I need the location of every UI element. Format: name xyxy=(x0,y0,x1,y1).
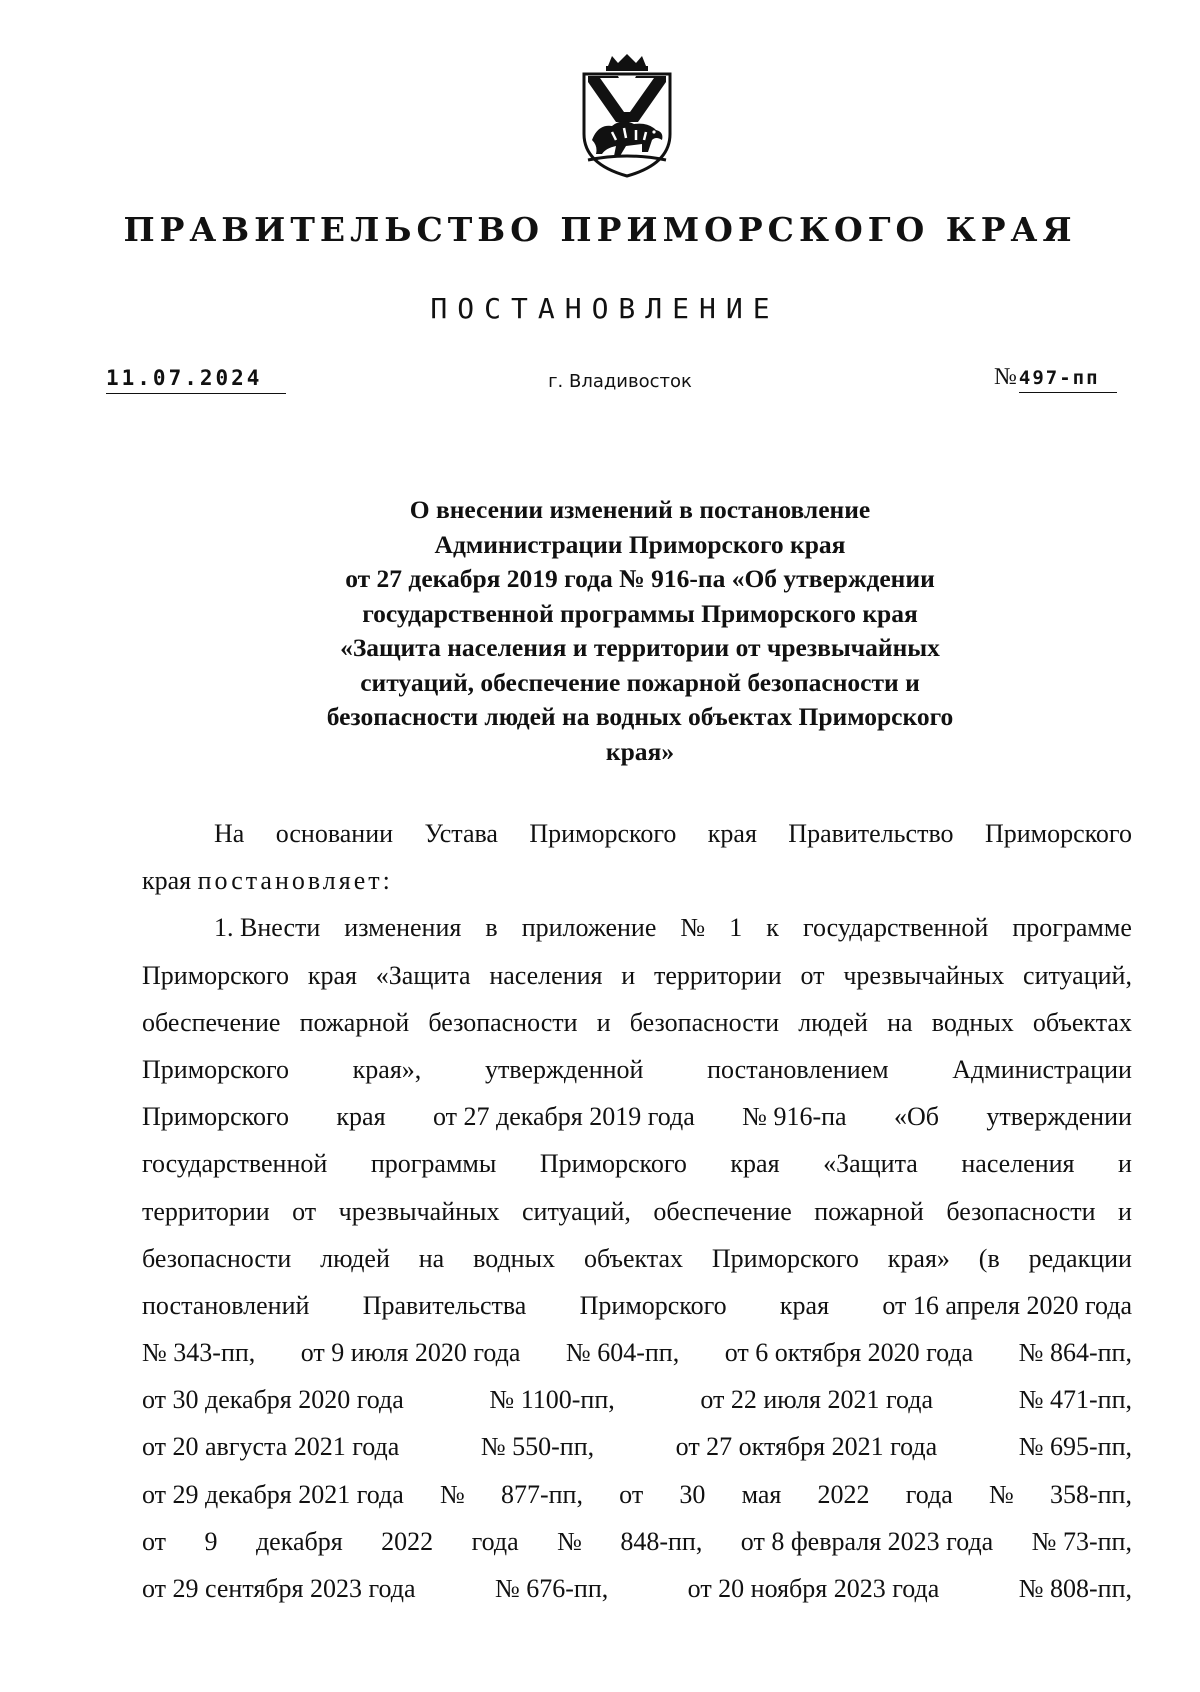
body-line xyxy=(142,1046,1132,1093)
body-word: года xyxy=(471,1526,519,1556)
heading-line: О внесении изменений в постановление xyxy=(409,495,871,524)
document-type: ПОСТАНОВЛЕНИЕ xyxy=(430,292,780,325)
body-word: ситуаций, xyxy=(521,1196,631,1226)
body-word: № 1100-пп, xyxy=(489,1385,615,1415)
body-word: края» xyxy=(887,1243,950,1273)
heading-line: края» xyxy=(605,736,675,766)
body-word: № 864-пп, xyxy=(1018,1338,1132,1368)
heading-line: Администрации Приморского края xyxy=(434,529,846,559)
body-word: 848-пп, xyxy=(620,1526,703,1556)
heading-line: от 27 декабря 2019 года № 916-па «Об утверждении xyxy=(345,564,935,593)
body-word: водных xyxy=(473,1243,556,1273)
document-date: 11.07.2024 xyxy=(106,366,286,394)
body-word: от 22 июля 2021 года xyxy=(700,1385,934,1415)
body-word: № xyxy=(680,913,706,943)
body-word: от 8 февраля 2023 года xyxy=(740,1526,994,1556)
body-word: № 695-пп, xyxy=(1018,1432,1132,1462)
body-word: 1 xyxy=(729,913,743,943)
body-word: от 20 ноября 2023 года xyxy=(687,1574,940,1603)
body-word: края xyxy=(707,819,757,848)
body-word: 877-пп, xyxy=(500,1479,583,1509)
body-line xyxy=(142,1140,1132,1187)
body-word: обеспечение xyxy=(653,1196,792,1226)
body-word: № xyxy=(988,1479,1014,1509)
body-line xyxy=(142,1471,1132,1518)
body-word: края xyxy=(779,1290,830,1320)
body-word: изменения xyxy=(344,913,462,943)
body-word: от 29 сентября 2023 года xyxy=(142,1574,416,1603)
body-word: объектах xyxy=(1032,1007,1132,1037)
body-word: № 676-пп, xyxy=(494,1574,609,1603)
body-word: (в xyxy=(978,1243,1000,1273)
body-word: На xyxy=(214,819,245,848)
body-line xyxy=(142,1423,1132,1470)
body-word: территории xyxy=(142,1196,270,1226)
body-word: № 471-пп, xyxy=(1018,1385,1132,1415)
document-heading xyxy=(200,493,1080,769)
body-word: Приморского xyxy=(142,1102,290,1132)
body-word: от xyxy=(619,1479,644,1509)
body-word: людей xyxy=(798,1007,868,1037)
body-word: населения xyxy=(489,960,603,990)
body-word: и xyxy=(1118,1149,1132,1179)
body-word: 2022 xyxy=(817,1479,870,1509)
body-word: Правительства xyxy=(362,1290,527,1320)
body-word: программы xyxy=(370,1149,497,1179)
body-line xyxy=(142,810,1132,857)
body-word: пожарной xyxy=(814,1196,924,1226)
body-line xyxy=(142,1329,1132,1376)
body-word: № 343-пп, xyxy=(142,1338,256,1368)
body-word: года xyxy=(905,1479,953,1509)
body-word: Приморского xyxy=(142,960,290,990)
body-word: от xyxy=(142,1526,167,1556)
body-text-spaced: постановляет: xyxy=(197,866,393,896)
body-word: водных xyxy=(931,1007,1014,1037)
body-word: Приморского xyxy=(579,1290,727,1320)
body-word: людей xyxy=(320,1243,390,1273)
body-word: Приморского xyxy=(142,1054,290,1084)
body-word: «Об xyxy=(894,1102,940,1132)
body-word: края», xyxy=(352,1054,422,1084)
body-word: от 30 декабря 2020 года xyxy=(142,1385,404,1415)
document-body xyxy=(142,810,1132,1612)
body-word: Приморского xyxy=(529,819,677,848)
body-word: на xyxy=(418,1243,445,1273)
body-word: пожарной xyxy=(299,1007,410,1037)
body-word: постановлением xyxy=(707,1054,889,1084)
body-word: к xyxy=(766,913,779,943)
body-word: государственной xyxy=(802,913,989,943)
body-line xyxy=(142,999,1132,1046)
body-word: утвержденной xyxy=(484,1054,644,1084)
body-word: края xyxy=(307,960,357,990)
body-word: «Защита xyxy=(823,1149,918,1179)
body-word: объектах xyxy=(583,1243,684,1273)
body-word: и xyxy=(621,960,636,990)
body-line xyxy=(142,952,1132,999)
body-word: обеспечение xyxy=(142,1007,281,1037)
document-number xyxy=(994,364,1117,393)
body-word: безопасности xyxy=(142,1243,292,1273)
body-word: и xyxy=(1118,1196,1132,1226)
body-line xyxy=(142,1188,1132,1235)
body-line xyxy=(142,1376,1132,1423)
body-word: № xyxy=(439,1479,465,1509)
body-word: основании xyxy=(275,819,394,848)
body-line xyxy=(142,904,1132,951)
heading-line: государственной программы Приморского края xyxy=(362,598,918,628)
body-word: от 9 июля 2020 года xyxy=(300,1338,521,1368)
body-word: в xyxy=(485,913,498,943)
body-line xyxy=(142,1282,1132,1329)
body-word: мая xyxy=(741,1479,782,1509)
body-word: 2022 xyxy=(381,1526,434,1556)
body-word: № 916-па xyxy=(742,1102,847,1132)
body-word: Приморского xyxy=(711,1243,859,1273)
body-word: от xyxy=(800,960,825,990)
body-word: на xyxy=(887,1007,913,1037)
body-word: от 27 декабря 2019 года xyxy=(432,1102,695,1132)
body-text: края xyxy=(142,866,198,896)
body-word: безопасности xyxy=(629,1007,780,1037)
body-word: утверждении xyxy=(986,1102,1132,1132)
body-word: от 27 октября 2021 года xyxy=(675,1432,938,1462)
body-word: Приморского xyxy=(539,1149,687,1179)
document-city: г. Владивосток xyxy=(548,371,692,392)
body-line xyxy=(142,1235,1132,1282)
body-word: Приморского xyxy=(984,819,1132,848)
body-line xyxy=(142,1093,1132,1140)
body-word: края xyxy=(730,1149,780,1179)
body-word: 358-пп, xyxy=(1049,1479,1132,1509)
body-word: безопасности xyxy=(428,1007,578,1037)
body-word: и xyxy=(596,1007,611,1037)
body-word: № 73-пп, xyxy=(1031,1526,1132,1556)
body-word: № 550-пп, xyxy=(480,1432,595,1462)
government-title: ПРАВИТЕЛЬСТВО ПРИМОРСКОГО КРАЯ xyxy=(123,210,1077,249)
body-word: редакции xyxy=(1028,1243,1132,1273)
body-word: чрезвычайных xyxy=(843,960,1005,990)
body-word: чрезвычайных xyxy=(338,1196,500,1226)
body-word: от 6 октября 2020 года xyxy=(724,1338,974,1368)
heading-line: ситуаций, обеспечение пожарной безопасности и xyxy=(360,667,920,697)
body-word: «Защита xyxy=(375,960,471,990)
body-word: 9 xyxy=(204,1526,218,1556)
body-line xyxy=(142,1518,1132,1565)
number-value: 497-пп xyxy=(1019,367,1117,393)
body-word: № 604-пп, xyxy=(565,1338,680,1368)
body-word: № 808-пп, xyxy=(1018,1574,1132,1603)
heading-line: безопасности людей на водных объектах Приморского xyxy=(326,702,954,731)
body-word: ситуаций, xyxy=(1023,960,1132,990)
body-word: населения xyxy=(961,1149,1075,1179)
body-word: постановлений xyxy=(142,1290,310,1320)
heading-line: «Защита населения и территории от чрезвычайных xyxy=(340,633,940,662)
body-word: приложение xyxy=(521,913,657,943)
primorsky-coat-of-arms-icon xyxy=(568,52,686,180)
body-word: Устава xyxy=(424,819,498,848)
body-word: от 20 августа 2021 года xyxy=(142,1432,400,1462)
body-word: № xyxy=(557,1526,582,1556)
body-word: Администрации xyxy=(952,1054,1132,1084)
body-word: Правительство xyxy=(788,819,954,848)
body-word: от 29 декабря 2021 года xyxy=(142,1479,404,1509)
body-word: декабря xyxy=(255,1526,343,1556)
body-word: 1. Внести xyxy=(214,913,321,943)
body-word: безопасности xyxy=(946,1196,1096,1226)
body-word: от xyxy=(292,1196,317,1226)
body-line xyxy=(142,1565,1132,1612)
body-word: государственной xyxy=(142,1149,328,1179)
body-word: края xyxy=(336,1102,386,1132)
body-word: территории xyxy=(654,960,782,990)
body-word: программе xyxy=(1012,913,1132,943)
body-word: от 16 апреля 2020 года xyxy=(882,1290,1132,1320)
body-line xyxy=(142,857,1132,904)
body-word: 30 xyxy=(679,1479,706,1509)
number-prefix: № xyxy=(994,364,1017,390)
